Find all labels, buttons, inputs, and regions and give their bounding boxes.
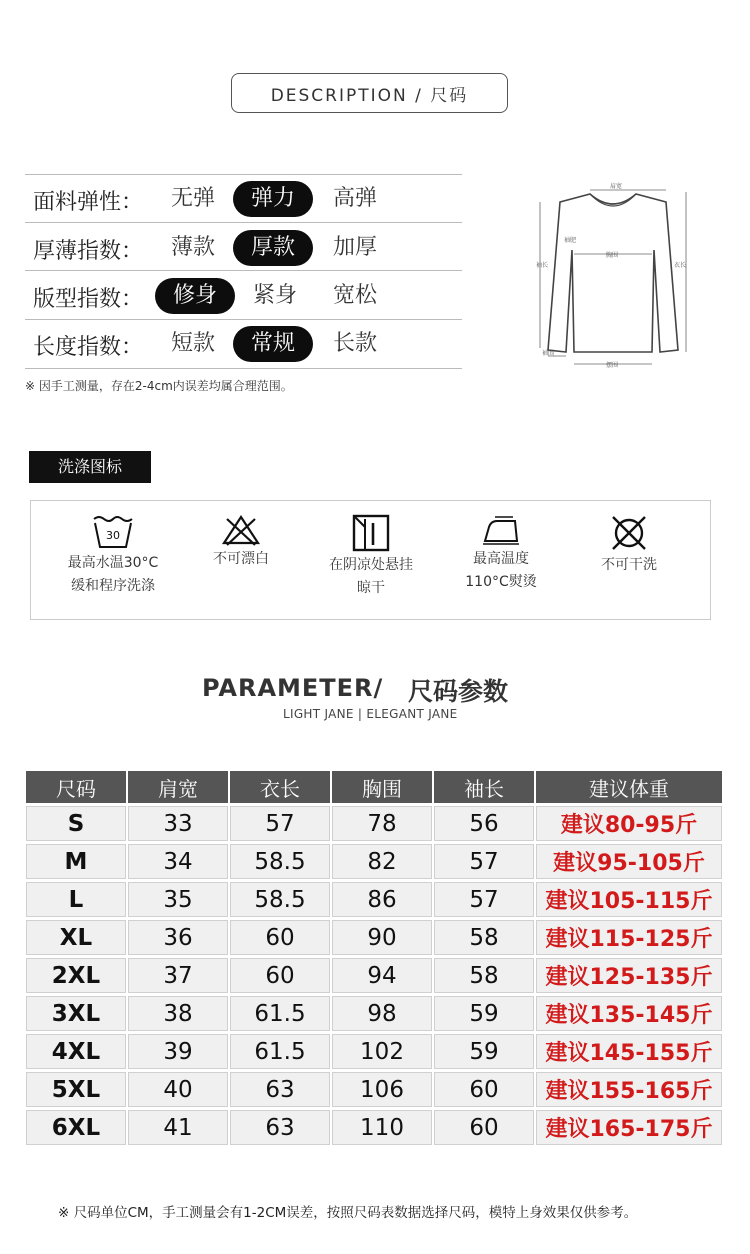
attr-option: 紧身 bbox=[252, 283, 297, 308]
cell-sleeve: 57 bbox=[434, 882, 534, 917]
cell-sleeve: 58 bbox=[434, 958, 534, 993]
cell-weight: 建议105-115斤 bbox=[536, 882, 722, 917]
wash-temp: 30 bbox=[106, 529, 120, 542]
col-header-sleeve: 袖长 bbox=[434, 771, 534, 803]
table-row bbox=[26, 958, 722, 993]
cell-size: 6XL bbox=[26, 1110, 126, 1145]
attr-option-selected: 修身 bbox=[155, 278, 235, 314]
attr-divider bbox=[25, 174, 462, 175]
attr-option: 加厚 bbox=[332, 235, 377, 260]
cell-sleeve: 59 bbox=[434, 1034, 534, 1069]
care-caption: 110°C熨烫 bbox=[465, 574, 537, 590]
attr-row-fit bbox=[33, 274, 463, 318]
cell-sleeve: 60 bbox=[434, 1110, 534, 1145]
cell-shoulder: 38 bbox=[128, 996, 228, 1031]
attr-option: 短款 bbox=[170, 331, 215, 356]
col-header-chest: 胸围 bbox=[332, 771, 432, 803]
attr-option: 宽松 bbox=[332, 283, 377, 308]
cell-shoulder: 34 bbox=[128, 844, 228, 879]
table-row bbox=[26, 806, 722, 841]
attr-option-selected: 常规 bbox=[233, 326, 313, 362]
cell-size: L bbox=[26, 882, 126, 917]
cell-size: 2XL bbox=[26, 958, 126, 993]
care-caption: 最高水温30°C bbox=[67, 555, 159, 571]
shirt-outline bbox=[548, 194, 678, 352]
size-table bbox=[24, 768, 724, 1148]
cell-chest: 110 bbox=[332, 1110, 432, 1145]
care-item bbox=[559, 513, 699, 578]
cell-shoulder: 40 bbox=[128, 1072, 228, 1107]
cell-weight: 建议95-105斤 bbox=[536, 844, 722, 879]
attr-option: 高弹 bbox=[332, 186, 377, 211]
cuff-text: 袖围 bbox=[542, 350, 555, 357]
parameter-title-cn: 尺码参数 bbox=[408, 677, 509, 706]
cell-length: 61.5 bbox=[230, 1034, 330, 1069]
length-text: 衣长 bbox=[674, 262, 687, 269]
cell-size: 3XL bbox=[26, 996, 126, 1031]
cell-weight: 建议145-155斤 bbox=[536, 1034, 722, 1069]
cell-chest: 102 bbox=[332, 1034, 432, 1069]
table-row bbox=[26, 920, 722, 955]
cell-size: XL bbox=[26, 920, 126, 955]
cell-length: 57 bbox=[230, 806, 330, 841]
measure-note: ※ 因手工测量，存在2-4cm内误差均属合理范围。 bbox=[25, 379, 293, 393]
table-row bbox=[26, 844, 722, 879]
table-row bbox=[26, 1072, 722, 1107]
care-caption: 缓和程序洗涤 bbox=[71, 578, 155, 594]
cell-length: 60 bbox=[230, 920, 330, 955]
cell-sleeve: 57 bbox=[434, 844, 534, 879]
table-row bbox=[26, 996, 722, 1031]
attr-label: 长度指数： bbox=[33, 335, 144, 360]
cell-chest: 78 bbox=[332, 806, 432, 841]
cell-size: S bbox=[26, 806, 126, 841]
cell-size: M bbox=[26, 844, 126, 879]
wash-section-title: 洗涤图标 bbox=[29, 451, 151, 483]
cell-weight: 建议155-165斤 bbox=[536, 1072, 722, 1107]
cell-weight: 建议80-95斤 bbox=[536, 806, 722, 841]
care-caption: 晾干 bbox=[357, 580, 385, 596]
footer-note: ※ 尺码单位CM，手工测量会有1-2CM误差，按照尺码表数据选择尺码，模特上身效果仅供参考。 bbox=[58, 1205, 638, 1221]
care-caption: 最高温度 bbox=[473, 551, 529, 567]
table-row bbox=[26, 1034, 722, 1069]
parameter-title bbox=[200, 672, 540, 706]
cell-length: 63 bbox=[230, 1110, 330, 1145]
cell-chest: 82 bbox=[332, 844, 432, 879]
attr-row-length bbox=[33, 322, 463, 366]
col-header-shoulder: 肩宽 bbox=[128, 771, 228, 803]
care-caption: 不可干洗 bbox=[601, 557, 657, 573]
care-caption: 在阴凉处悬挂 bbox=[329, 557, 413, 573]
cell-sleeve: 60 bbox=[434, 1072, 534, 1107]
col-header-weight: 建议体重 bbox=[536, 771, 722, 803]
sleeve-length-text: 袖长 bbox=[536, 262, 549, 269]
description-header: DESCRIPTION / 尺码 bbox=[231, 73, 508, 113]
cell-chest: 90 bbox=[332, 920, 432, 955]
attr-divider bbox=[25, 319, 462, 320]
cell-chest: 98 bbox=[332, 996, 432, 1031]
attr-label: 厚薄指数： bbox=[33, 239, 144, 264]
cell-weight: 建议115-125斤 bbox=[536, 920, 722, 955]
cell-weight: 建议165-175斤 bbox=[536, 1110, 722, 1145]
care-item bbox=[431, 513, 571, 595]
cell-chest: 106 bbox=[332, 1072, 432, 1107]
cell-shoulder: 36 bbox=[128, 920, 228, 955]
shoulder-text: 肩宽 bbox=[610, 183, 623, 190]
cell-length: 58.5 bbox=[230, 844, 330, 879]
col-header-length: 衣长 bbox=[230, 771, 330, 803]
cell-length: 61.5 bbox=[230, 996, 330, 1031]
cell-shoulder: 39 bbox=[128, 1034, 228, 1069]
attr-option: 无弹 bbox=[170, 186, 215, 211]
wash-icons-box bbox=[30, 500, 711, 620]
cell-sleeve: 58 bbox=[434, 920, 534, 955]
shirt-measurement-diagram bbox=[528, 180, 698, 370]
sleeve-width-text: 袖肥 bbox=[564, 237, 577, 244]
col-header-size: 尺码 bbox=[26, 771, 126, 803]
attr-label: 版型指数： bbox=[33, 287, 144, 312]
parameter-title-en: PARAMETER/ bbox=[202, 674, 384, 702]
attr-row-elasticity bbox=[33, 177, 463, 221]
cell-sleeve: 56 bbox=[434, 806, 534, 841]
attr-option: 薄款 bbox=[170, 235, 215, 260]
attr-row-thickness bbox=[33, 226, 463, 270]
cell-size: 5XL bbox=[26, 1072, 126, 1107]
no-bleach-icon bbox=[221, 513, 261, 547]
cell-shoulder: 41 bbox=[128, 1110, 228, 1145]
cell-sleeve: 59 bbox=[434, 996, 534, 1031]
table-row bbox=[26, 882, 722, 917]
cell-chest: 94 bbox=[332, 958, 432, 993]
wash-30-icon bbox=[91, 513, 135, 551]
iron-icon bbox=[481, 513, 521, 547]
cell-length: 63 bbox=[230, 1072, 330, 1107]
cell-shoulder: 33 bbox=[128, 806, 228, 841]
attr-label: 面料弹性： bbox=[33, 190, 144, 215]
no-dry-clean-icon bbox=[609, 513, 649, 553]
attr-divider bbox=[25, 270, 462, 271]
chest-text: 胸围 bbox=[606, 252, 619, 259]
parameter-subtitle: LIGHT JANE | ELEGANT JANE bbox=[283, 707, 458, 721]
care-item bbox=[171, 513, 311, 572]
attr-option-selected: 弹力 bbox=[233, 181, 313, 217]
line-dry-shade-icon bbox=[351, 513, 391, 553]
hem-text: 摆围 bbox=[606, 362, 619, 369]
care-item bbox=[301, 513, 441, 601]
care-item bbox=[43, 513, 183, 599]
cell-size: 4XL bbox=[26, 1034, 126, 1069]
cell-shoulder: 37 bbox=[128, 958, 228, 993]
attr-option-selected: 厚款 bbox=[233, 230, 313, 266]
attr-option: 长款 bbox=[332, 331, 377, 356]
attr-divider bbox=[25, 368, 462, 369]
size-table-header-row bbox=[26, 771, 722, 803]
cell-length: 60 bbox=[230, 958, 330, 993]
cell-weight: 建议125-135斤 bbox=[536, 958, 722, 993]
attr-divider bbox=[25, 222, 462, 223]
cell-shoulder: 35 bbox=[128, 882, 228, 917]
table-row bbox=[26, 1110, 722, 1145]
cell-length: 58.5 bbox=[230, 882, 330, 917]
cell-chest: 86 bbox=[332, 882, 432, 917]
care-caption: 不可漂白 bbox=[213, 551, 269, 567]
cell-weight: 建议135-145斤 bbox=[536, 996, 722, 1031]
